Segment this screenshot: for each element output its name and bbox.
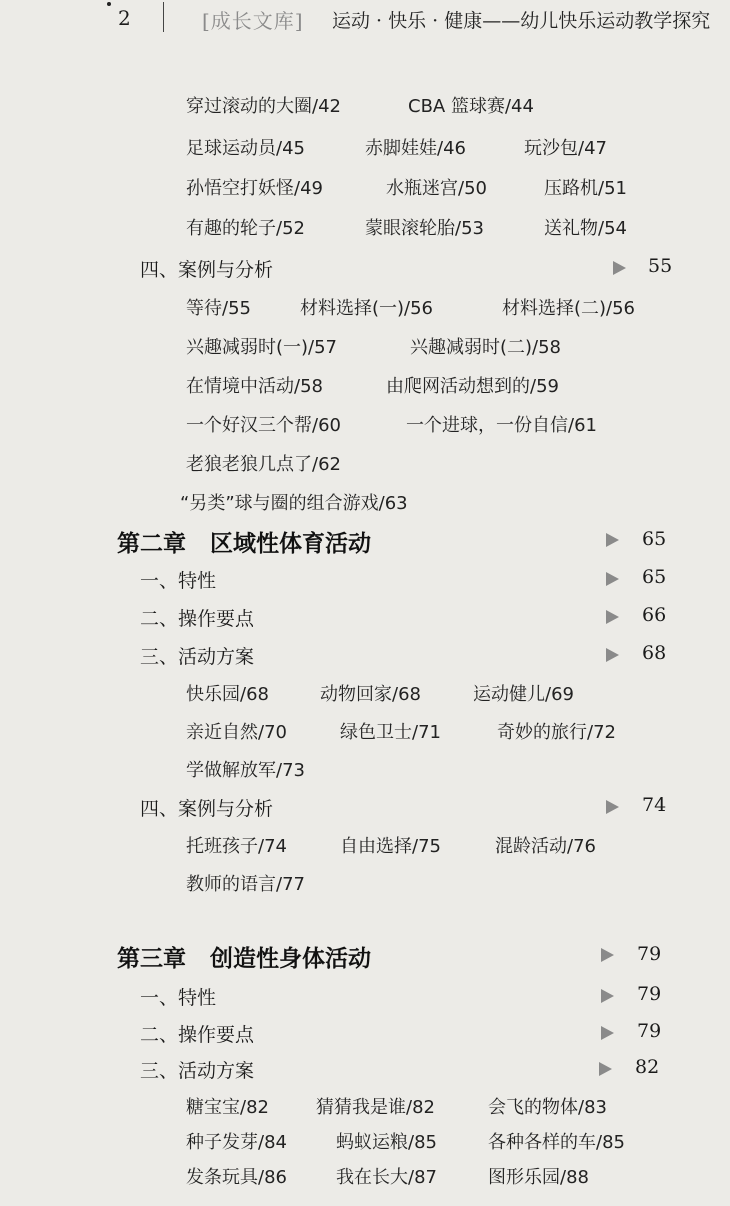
triangle-icon: [601, 1026, 614, 1040]
toc-entry: 托班孩子/74: [186, 836, 287, 857]
toc-entry: 兴趣减弱时(二)/58: [410, 337, 562, 358]
page-ref: 79: [637, 983, 662, 1005]
toc-entry: 图形乐园/88: [488, 1167, 589, 1188]
toc-entry: 种子发芽/84: [186, 1132, 287, 1153]
toc-entry: 穿过滚动的大圈/42: [186, 96, 341, 117]
toc-entry: 由爬网活动想到的/59: [386, 376, 559, 397]
header-divider: [163, 2, 164, 32]
section-heading: 四、案例与分析: [140, 259, 274, 281]
book-title: 运动 · 快乐 · 健康——幼儿快乐运动教学探究: [332, 10, 711, 32]
triangle-icon: [606, 572, 619, 586]
toc-entry: 有趣的轮子/52: [186, 218, 305, 239]
toc-entry: 一个进球，一份自信/61: [406, 415, 597, 436]
section-heading: 三、活动方案: [140, 1060, 255, 1082]
toc-entry: 送礼物/54: [544, 218, 627, 239]
section-heading: 一、特性: [140, 987, 217, 1009]
toc-entry: 学做解放军/73: [186, 760, 305, 781]
toc-entry: 材料选择(二)/56: [502, 298, 636, 319]
toc-entry: 压路机/51: [544, 178, 627, 199]
page-ref: 65: [642, 566, 667, 588]
toc-entry: 在情境中活动/58: [186, 376, 323, 397]
triangle-icon: [606, 610, 619, 624]
section-heading: 二、操作要点: [140, 608, 255, 630]
page-ref: 65: [642, 528, 667, 550]
toc-entry: 自由选择/75: [340, 836, 441, 857]
triangle-icon: [601, 989, 614, 1003]
section-heading: 一、特性: [140, 570, 217, 592]
chapter-heading: 第三章 创造性身体活动: [117, 945, 372, 972]
toc-entry: 我在长大/87: [336, 1167, 437, 1188]
toc-entry: 材料选择(一)/56: [300, 298, 434, 319]
page-ref: 66: [642, 604, 667, 626]
page-ref: 79: [637, 1020, 662, 1042]
toc-entry: 玩沙包/47: [524, 138, 607, 159]
page-ref: 68: [642, 642, 667, 664]
toc-entry: 运动健儿/69: [473, 684, 574, 705]
toc-entry: 老狼老狼几点了/62: [186, 454, 341, 475]
toc-entry: 奇妙的旅行/72: [497, 722, 616, 743]
section-heading: 三、活动方案: [140, 646, 255, 668]
page-ref: 82: [635, 1056, 660, 1078]
toc-entry: 教师的语言/77: [186, 874, 305, 895]
toc-entry: 绿色卫士/71: [340, 722, 441, 743]
page-number: 2: [118, 6, 131, 30]
toc-entry: 快乐园/68: [186, 684, 269, 705]
triangle-icon: [601, 948, 614, 962]
section-heading: 二、操作要点: [140, 1024, 255, 1046]
page-ref: 74: [642, 794, 667, 816]
triangle-icon: [599, 1062, 612, 1076]
triangle-icon: [606, 800, 619, 814]
toc-entry: 等待/55: [186, 298, 251, 319]
toc-entry: 混龄活动/76: [495, 836, 596, 857]
toc-entry: 亲近自然/70: [186, 722, 287, 743]
toc-entry: 猜猜我是谁/82: [316, 1097, 435, 1118]
toc-entry: 动物回家/68: [320, 684, 421, 705]
series-label: [成长文库]: [202, 9, 304, 33]
dot-mark: [107, 2, 111, 6]
page-ref: 55: [648, 255, 673, 277]
running-header: [0, 0, 730, 40]
toc-entry: CBA 篮球赛/44: [408, 96, 534, 117]
toc-entry: 蒙眼滚轮胎/53: [365, 218, 484, 239]
toc-entry: 孙悟空打妖怪/49: [186, 178, 323, 199]
toc-entry: 水瓶迷宫/50: [386, 178, 487, 199]
toc-entry: 足球运动员/45: [186, 138, 305, 159]
section-heading: 四、案例与分析: [140, 798, 274, 820]
toc-entry: 一个好汉三个帮/60: [186, 415, 341, 436]
triangle-icon: [606, 648, 619, 662]
triangle-icon: [606, 533, 619, 547]
toc-entry: 发条玩具/86: [186, 1167, 287, 1188]
toc-entry: 赤脚娃娃/46: [365, 138, 466, 159]
page-ref: 79: [637, 943, 662, 965]
toc-entry: 兴趣减弱时(一)/57: [186, 337, 338, 358]
toc-entry: 各种各样的车/85: [488, 1132, 625, 1153]
chapter-heading: 第二章 区域性体育活动: [117, 530, 372, 557]
toc-entry: “另类”球与圈的组合游戏/63: [180, 493, 408, 514]
toc-entry: 糖宝宝/82: [186, 1097, 269, 1118]
toc-entry: 会飞的物体/83: [488, 1097, 607, 1118]
triangle-icon: [613, 261, 626, 275]
toc-entry: 蚂蚁运粮/85: [336, 1132, 437, 1153]
